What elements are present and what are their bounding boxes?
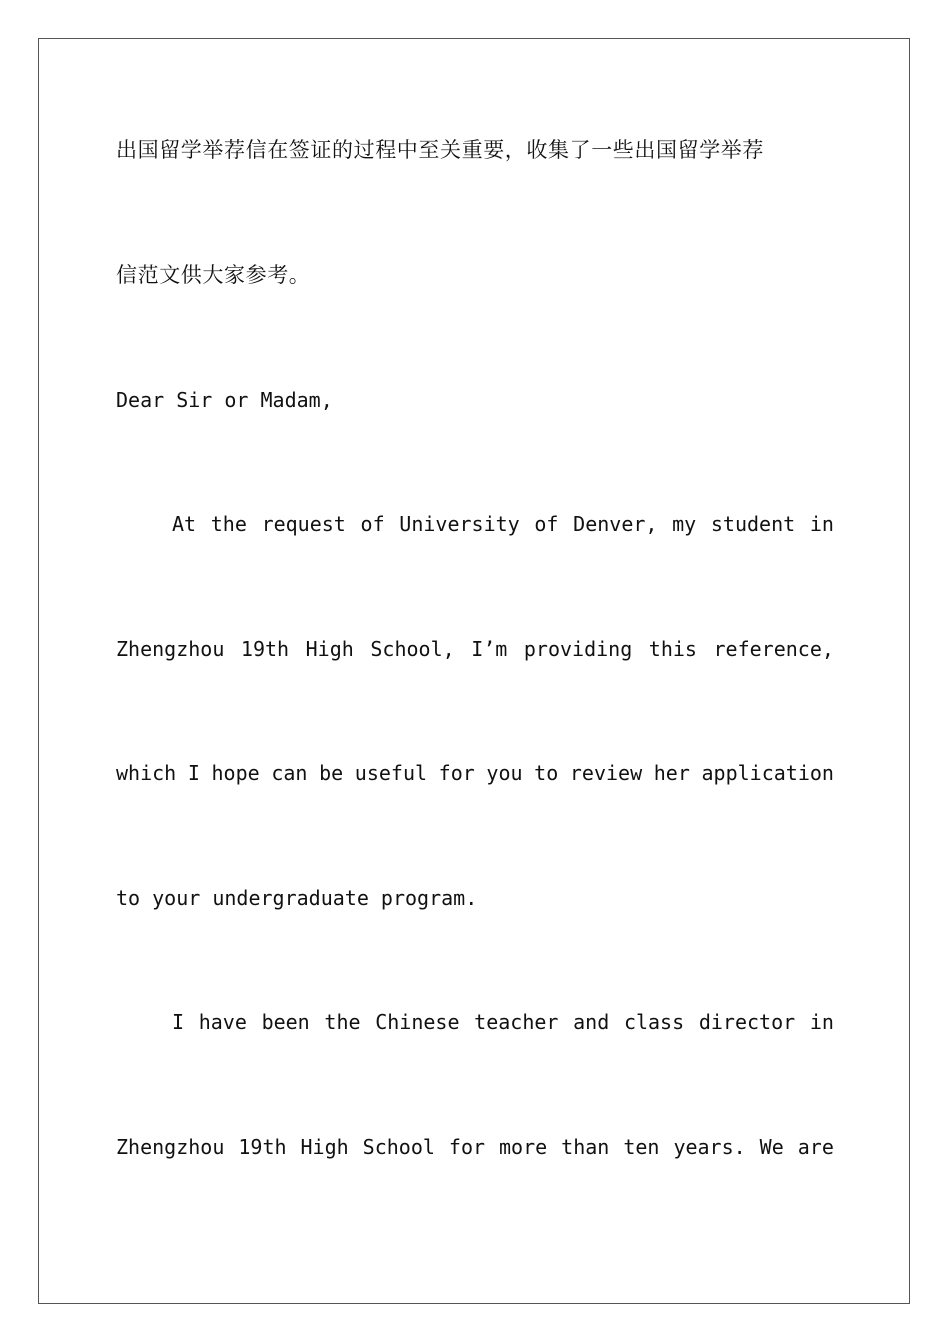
word: have xyxy=(198,1010,247,1034)
word: been xyxy=(261,1010,310,1034)
word: application xyxy=(701,761,834,785)
word: for xyxy=(448,1135,486,1159)
word: At xyxy=(172,512,197,536)
word: in xyxy=(809,1010,834,1034)
word: be xyxy=(319,761,344,785)
word: I’m xyxy=(471,637,508,661)
word: review xyxy=(569,761,643,785)
word: her xyxy=(653,761,690,785)
word: High xyxy=(300,1135,349,1159)
word: School xyxy=(362,1135,435,1159)
word: University xyxy=(399,512,520,536)
word: 19th xyxy=(240,637,290,661)
word: ten xyxy=(623,1135,660,1159)
word: of xyxy=(534,512,559,536)
intro-line-2: 信范文供大家参考。 xyxy=(116,263,311,287)
word: in xyxy=(809,512,834,536)
word: the xyxy=(324,1010,361,1034)
para1-line-2 xyxy=(116,634,834,664)
word: more xyxy=(499,1135,548,1159)
word: director xyxy=(698,1010,796,1034)
para1-line-4: to your undergraduate program. xyxy=(116,886,478,910)
word: class xyxy=(623,1010,685,1034)
word: you xyxy=(486,761,523,785)
word: Zhengzhou xyxy=(116,1135,225,1159)
word: useful xyxy=(354,761,428,785)
word: this xyxy=(648,637,697,661)
word: 19th xyxy=(238,1135,287,1159)
para2-line-2 xyxy=(116,1132,834,1162)
word: hope xyxy=(211,761,260,785)
word: of xyxy=(360,512,385,536)
word: years. xyxy=(673,1135,746,1159)
word: to xyxy=(534,761,559,785)
para2-line-1 xyxy=(116,1007,834,1037)
word: teacher xyxy=(474,1010,559,1034)
word: reference, xyxy=(713,637,834,661)
word: for xyxy=(438,761,475,785)
word: Denver, xyxy=(573,512,658,536)
word: are xyxy=(797,1135,834,1159)
word: the xyxy=(210,512,247,536)
word: my xyxy=(672,512,697,536)
word: request xyxy=(261,512,346,536)
word: than xyxy=(561,1135,610,1159)
intro-line-1: 出国留学举荐信在签证的过程中至关重要，收集了一些出国留学举荐 xyxy=(116,138,764,162)
document-page xyxy=(38,38,910,1304)
word: High xyxy=(305,637,354,661)
para1-line-1 xyxy=(116,509,834,539)
word: and xyxy=(573,1010,610,1034)
salutation: Dear Sir or Madam, xyxy=(116,388,333,412)
word: which xyxy=(116,761,177,785)
word: can xyxy=(271,761,308,785)
word: School, xyxy=(370,637,455,661)
word: I xyxy=(187,761,200,785)
word: Chinese xyxy=(375,1010,460,1034)
word: student xyxy=(710,512,796,536)
word: We xyxy=(759,1135,784,1159)
word: I xyxy=(172,1010,185,1034)
para1-line-3 xyxy=(116,758,834,788)
word: providing xyxy=(523,637,633,661)
word: Zhengzhou xyxy=(116,637,225,661)
